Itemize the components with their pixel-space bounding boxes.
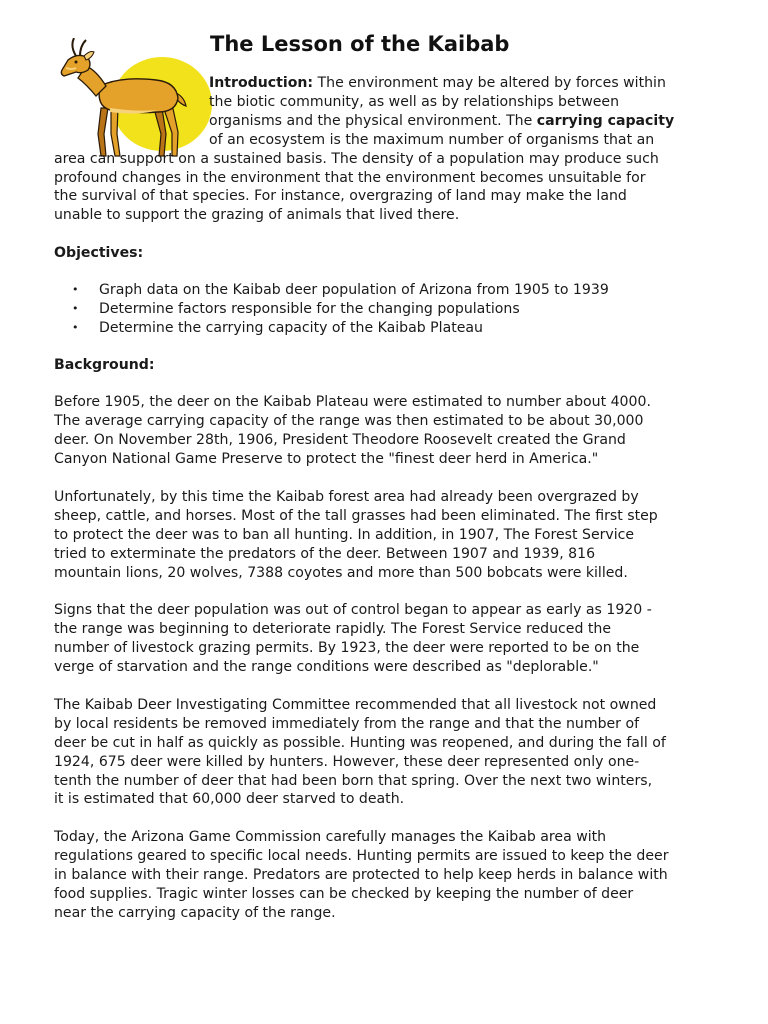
background-paragraph: [54, 488, 716, 583]
intro-line: area can support on a sustained basis. The density of a population may produce such: [54, 150, 659, 167]
background-paragraph: [54, 696, 716, 809]
paragraph-line: to protect the deer was to ban all hunting. In addition, in 1907, The Forest Service: [54, 526, 635, 543]
paragraph-line: it is estimated that 60,000 deer starved to death.: [54, 791, 405, 808]
paragraph-line: the range was beginning to deteriorate rapidly. The Forest Service reduced the: [54, 621, 612, 638]
paragraph-line: The Kaibab Deer Investigating Committee recommended that all livestock not owned: [54, 696, 657, 713]
paragraph-line: tenth the number of deer that had been born that spring. Over the next two winters,: [54, 772, 653, 789]
bullet-icon: •: [72, 301, 79, 315]
page-title: The Lesson of the Kaibab: [210, 32, 510, 56]
paragraph-line: tried to exterminate the predators of the deer. Between 1907 and 1939, 816: [54, 545, 596, 562]
paragraph-line: by local residents be removed immediately from the range and that the number of: [54, 715, 640, 732]
paragraph-line: food supplies. Tragic winter losses can be checked by keeping the number of deer: [54, 885, 634, 902]
paragraph-line: deer be cut in half as quickly as possible. Hunting was reopened, and during the fall of: [54, 734, 666, 751]
paragraph-line: number of livestock grazing permits. By 1923, the deer were reported to be on the: [54, 640, 640, 657]
paragraph-line: deer. On November 28th, 1906, President Theodore Roosevelt created the Grand: [54, 432, 626, 449]
intro-line: the biotic community, as well as by relationships between: [209, 93, 620, 110]
paragraph-line: in balance with their range. Predators are protected to help keep herds in balance with: [54, 867, 668, 884]
intro-line: the survival of that species. For instance, overgrazing of land may make the land: [54, 188, 627, 205]
bullet-icon: •: [72, 320, 79, 334]
intro-line: unable to support the grazing of animals that lived there.: [54, 207, 460, 224]
background-heading: Background:: [54, 356, 155, 373]
paragraph-line: mountain lions, 20 wolves, 7388 coyotes and more than 500 bobcats were killed.: [54, 564, 628, 581]
intro-line: [54, 112, 716, 131]
list-item: [54, 319, 716, 338]
introduction-paragraph: [54, 74, 716, 225]
paragraph-line: Unfortunately, by this time the Kaibab forest area had already been overgrazed by: [54, 488, 639, 505]
paragraph-line: Today, the Arizona Game Commission carefully manages the Kaibab area with: [54, 829, 607, 846]
list-item: [54, 281, 716, 300]
intro-text: The environment may be altered by forces within: [313, 75, 666, 91]
objective-text: Graph data on the Kaibab deer population of Arizona from 1905 to 1939: [99, 281, 609, 298]
intro-line: of an ecosystem is the maximum number of organisms that an: [209, 131, 655, 148]
objectives-heading: Objectives:: [54, 245, 144, 261]
document-body: [54, 244, 716, 942]
paragraph-line: Canyon National Game Preserve to protect the "finest deer herd in America.": [54, 451, 599, 468]
intro-line: [54, 74, 716, 93]
objective-text: Determine the carrying capacity of the Kaibab Plateau: [99, 319, 483, 336]
intro-text: organisms and the physical environment. The: [209, 112, 537, 129]
paragraph-line: sheep, cattle, and horses. Most of the tall grasses had been eliminated. The first step: [54, 507, 658, 524]
introduction-label: Introduction:: [209, 75, 314, 91]
background-paragraph: [54, 601, 716, 677]
paragraph-line: Signs that the deer population was out of control began to appear as early as 1920 -: [54, 602, 652, 619]
objectives-list: [54, 281, 716, 338]
paragraph-line: 1924, 675 deer were killed by hunters. However, these deer represented only one-: [54, 753, 640, 770]
paragraph-line: regulations geared to specific local needs. Hunting permits are issued to keep the deer: [54, 848, 669, 865]
paragraph-line: The average carrying capacity of the range was then estimated to be about 30,000: [54, 413, 644, 430]
objective-text: Determine factors responsible for the changing populations: [99, 300, 520, 317]
paragraph-line: verge of starvation and the range conditions were described as "deplorable.": [54, 659, 599, 676]
paragraph-line: Before 1905, the deer on the Kaibab Plateau were estimated to number about 4000.: [54, 394, 651, 411]
carrying-capacity-term: carrying capacity: [536, 112, 675, 129]
background-paragraph: [54, 828, 716, 923]
intro-line: profound changes in the environment that the environment becomes unsuitable for: [54, 169, 646, 186]
background-paragraph: [54, 393, 716, 469]
list-item: [54, 300, 716, 319]
bullet-icon: •: [72, 282, 79, 296]
paragraph-line: near the carrying capacity of the range.: [54, 904, 336, 921]
